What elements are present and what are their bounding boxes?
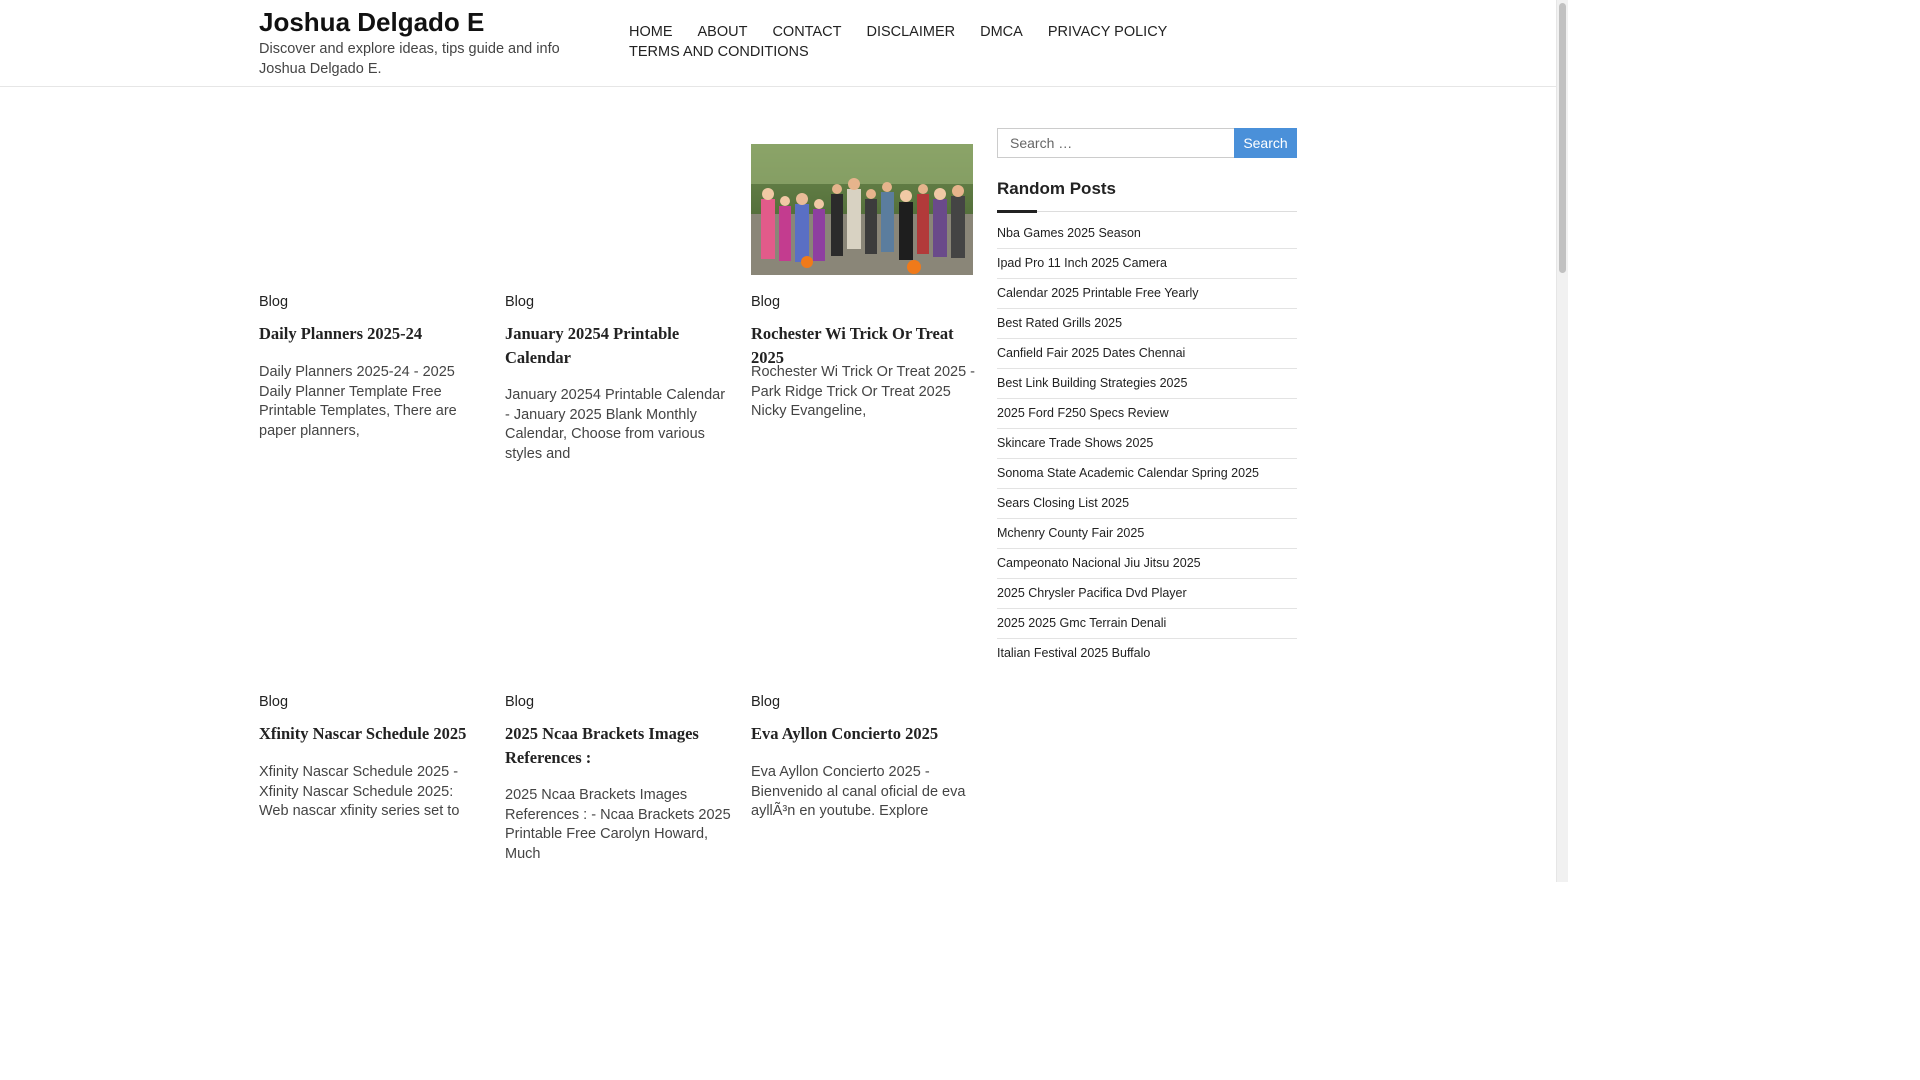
- random-post-link[interactable]: Mchenry County Fair 2025: [997, 519, 1297, 549]
- site-header: [0, 0, 1556, 87]
- post-excerpt: 2025 Ncaa Brackets Images References : - Ncaa Brackets 2025 Printable Free Carolyn Howard, Much: [505, 787, 731, 862]
- random-posts-list: [997, 219, 1297, 669]
- random-post-link[interactable]: Best Link Building Strategies 2025: [997, 369, 1297, 399]
- random-post-link[interactable]: Best Rated Grills 2025: [997, 309, 1297, 339]
- post-excerpt: Eva Ayllon Concierto 2025 - Bienvenido al canal oficial de eva ayllÃ³n en youtube. Explore: [751, 764, 966, 819]
- nav-item-about[interactable]: ABOUT: [697, 24, 748, 40]
- random-post-link[interactable]: Ipad Pro 11 Inch 2025 Camera: [997, 249, 1297, 279]
- post-title-link[interactable]: January 20254 Printable Calendar: [505, 324, 680, 367]
- post-category-link[interactable]: Blog: [505, 294, 535, 310]
- random-post-link[interactable]: Canfield Fair 2025 Dates Chennai: [997, 339, 1297, 369]
- post-category-link[interactable]: Blog: [505, 694, 535, 710]
- search-form: [997, 128, 1297, 158]
- post-category-link[interactable]: Blog: [751, 294, 781, 310]
- random-post-link[interactable]: Skincare Trade Shows 2025: [997, 429, 1297, 459]
- post-excerpt: January 20254 Printable Calendar - January 2025 Blank Monthly Calendar, Choose from various styles and: [505, 387, 726, 462]
- random-post-link[interactable]: 2025 2025 Gmc Terrain Denali: [997, 609, 1297, 639]
- post-excerpt: Rochester Wi Trick Or Treat 2025 - Park Ridge Trick Or Treat 2025 Nicky Evangeline,: [751, 364, 976, 419]
- nav-item-terms-and-conditions[interactable]: TERMS AND CONDITIONS: [629, 43, 809, 60]
- main-nav: [629, 23, 1189, 62]
- post-excerpt: Xfinity Nascar Schedule 2025 - Xfinity Nascar Schedule 2025: Web nascar xfinity series set to: [259, 764, 460, 819]
- page-scrollbar[interactable]: [1556, 0, 1568, 882]
- post-category-link[interactable]: Blog: [751, 694, 781, 710]
- search-button[interactable]: Search: [1234, 128, 1297, 158]
- post-title-link[interactable]: Xfinity Nascar Schedule 2025: [259, 724, 467, 743]
- random-post-link[interactable]: Sears Closing List 2025: [997, 489, 1297, 519]
- post-title-link[interactable]: 2025 Ncaa Brackets Images References :: [505, 724, 699, 767]
- post-excerpt: Daily Planners 2025-24 - 2025 Daily Planner Template Free Printable Templates, There are paper planners,: [259, 364, 457, 439]
- post-category-link[interactable]: Blog: [259, 294, 289, 310]
- nav-item-home[interactable]: HOME: [629, 24, 673, 40]
- random-post-link[interactable]: Sonoma State Academic Calendar Spring 2025: [997, 459, 1297, 489]
- random-post-link[interactable]: Italian Festival 2025 Buffalo: [997, 646, 1151, 660]
- post-card: [751, 144, 976, 419]
- site-title[interactable]: Joshua Delgado E: [259, 7, 485, 37]
- post-category-link[interactable]: Blog: [259, 694, 289, 710]
- nav-item-contact[interactable]: CONTACT: [772, 24, 842, 40]
- random-post-link[interactable]: Nba Games 2025 Season: [997, 219, 1297, 249]
- post-title-link[interactable]: Eva Ayllon Concierto 2025: [751, 724, 939, 743]
- nav-item-dmca[interactable]: DMCA: [980, 24, 1023, 40]
- random-post-link[interactable]: 2025 Chrysler Pacifica Dvd Player: [997, 579, 1297, 609]
- random-posts-heading: Random Posts: [997, 179, 1117, 198]
- post-title-link[interactable]: Rochester Wi Trick Or Treat 2025: [751, 324, 954, 367]
- widget-divider: [997, 211, 1297, 212]
- scrollbar-thumb[interactable]: [1559, 3, 1566, 273]
- post-thumbnail-image[interactable]: [751, 144, 973, 275]
- random-post-link[interactable]: Calendar 2025 Printable Free Yearly: [997, 279, 1297, 309]
- site-description: Discover and explore ideas, tips guide and info Joshua Delgado E.: [259, 41, 560, 77]
- random-post-link[interactable]: 2025 Ford F250 Specs Review: [997, 399, 1297, 429]
- post-title-link[interactable]: Daily Planners 2025-24: [259, 324, 423, 343]
- search-input[interactable]: [997, 128, 1234, 158]
- widget-divider-accent: [997, 210, 1037, 213]
- nav-item-disclaimer[interactable]: DISCLAIMER: [866, 24, 956, 40]
- random-post-link[interactable]: Campeonato Nacional Jiu Jitsu 2025: [997, 549, 1297, 579]
- nav-item-privacy-policy[interactable]: PRIVACY POLICY: [1047, 24, 1168, 40]
